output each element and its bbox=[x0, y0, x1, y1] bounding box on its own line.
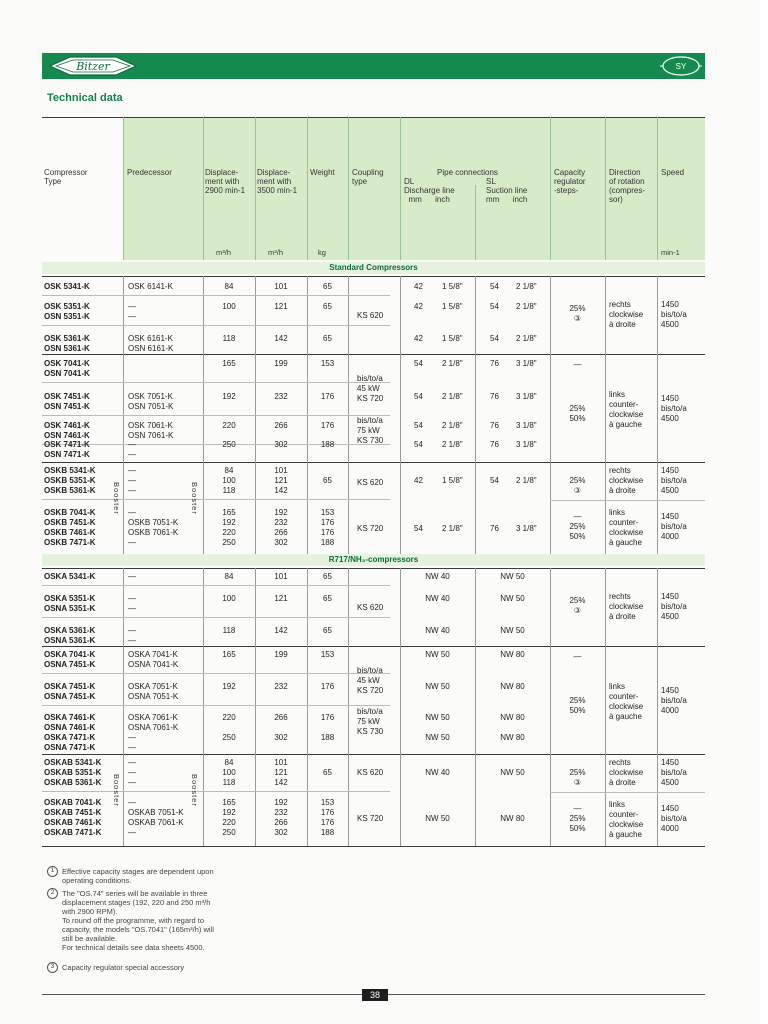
band-standard bbox=[42, 262, 705, 274]
predecessor: OSKA 7051-K OSNA 7051-K bbox=[128, 682, 179, 701]
weight: 65 bbox=[323, 282, 332, 291]
coupling-type: KS 620 bbox=[357, 768, 384, 777]
suction-mm: 54 bbox=[490, 302, 499, 311]
discharge-mm: 54 bbox=[414, 392, 423, 401]
row-separator bbox=[42, 499, 390, 500]
header-banner bbox=[42, 53, 705, 79]
section-title: Technical data bbox=[47, 92, 123, 104]
unit-weight: kg bbox=[318, 248, 326, 257]
compressor-type: OSKAB 5341-K OSKAB 5351-K OSKAB 5361-K bbox=[44, 758, 102, 787]
coupling-type: KS 720 bbox=[357, 814, 384, 823]
weight: 153 bbox=[320, 359, 335, 368]
suction-nw: NW 50 bbox=[500, 594, 525, 603]
column-divider bbox=[475, 276, 476, 354]
weight: 65 bbox=[323, 302, 332, 311]
predecessor: — — — bbox=[128, 466, 136, 495]
footnote-symbol: 2 bbox=[47, 888, 58, 899]
predecessor: OSKA 7061-K OSNA 7061-K — — bbox=[128, 713, 179, 752]
discharge-nw: NW 40 bbox=[425, 572, 450, 581]
rotation-direction: links counter- clockwise à gauche bbox=[609, 508, 644, 547]
displacement-3500: 101 bbox=[274, 282, 288, 291]
capacity-steps: 25% ③ bbox=[569, 304, 586, 323]
coupling-type: bis/to/a 45 kW KS 720 bbox=[357, 374, 384, 403]
capacity-steps: 25% 50% bbox=[569, 404, 586, 423]
speed: 1450 bis/to/a 4000 bbox=[661, 686, 687, 715]
discharge-nw: NW 50 bbox=[425, 814, 450, 823]
row-separator bbox=[550, 792, 705, 793]
header-predecessor: Predecessor bbox=[127, 168, 172, 177]
column-divider bbox=[123, 276, 124, 354]
capacity-steps: 25% 50% bbox=[569, 696, 586, 715]
booster-label: Booster bbox=[112, 774, 121, 807]
capacity-steps: 25% ③ bbox=[569, 768, 586, 787]
header-compressor: Compressor Type bbox=[44, 168, 88, 186]
suction-nw: NW 80 bbox=[500, 814, 525, 823]
header-pipe-connections: Pipe connections bbox=[437, 168, 498, 177]
row-separator bbox=[550, 500, 705, 501]
booster-label: Booster bbox=[112, 482, 121, 515]
coupling-type: bis/to/a 45 kW KS 720 bbox=[357, 666, 384, 695]
coupling-type: KS 620 bbox=[357, 478, 384, 487]
suction-nw: NW 80 bbox=[500, 682, 525, 691]
badge-text: SY bbox=[675, 62, 687, 71]
column-divider bbox=[605, 276, 606, 354]
header-capacity-regulator: Capacity regulator -steps- bbox=[554, 168, 586, 195]
rotation-direction: links counter- clockwise à gauche bbox=[609, 800, 644, 839]
displacement-3500: 199 bbox=[274, 359, 288, 368]
suction-inch: 2 1/8" bbox=[516, 476, 537, 485]
row-separator bbox=[42, 382, 390, 383]
header-divider bbox=[348, 117, 349, 260]
footnote-text: The "OS.74" series will be available in three displacement stages (192, 220 and 250 m³/h with 2900 RPM). To round off the programme, with regard to capacity, the models "OS.7041" (165m³/h) will still be available. For technical details see data sheets 4500. bbox=[62, 889, 214, 952]
predecessor: — — — bbox=[128, 758, 136, 787]
rotation-direction: links counter- clockwise à gauche bbox=[609, 682, 644, 721]
suction-inch: 3 1/8" bbox=[516, 524, 537, 533]
discharge-nw: NW 50 NW 50 bbox=[425, 713, 450, 742]
compressor-type: OSKA 7041-K OSNA 7451-K bbox=[44, 650, 96, 669]
predecessor: — — bbox=[128, 302, 136, 321]
discharge-nw: NW 40 bbox=[425, 768, 450, 777]
weight: 65 bbox=[323, 594, 332, 603]
speed: 1450 bis/to/a 4500 bbox=[661, 300, 687, 329]
column-divider bbox=[657, 354, 658, 462]
header-divider bbox=[400, 117, 401, 260]
column-divider bbox=[348, 354, 349, 462]
row-separator bbox=[42, 705, 390, 706]
discharge-inch: 1 5/8" bbox=[442, 334, 463, 343]
footnote-symbol: 3 bbox=[47, 962, 58, 973]
header-divider bbox=[605, 117, 606, 260]
predecessor: OSK 6161-K OSN 6161-K bbox=[128, 334, 174, 353]
displacement-3500: 302 bbox=[274, 440, 288, 449]
discharge-inch: 1 5/8" bbox=[442, 302, 463, 311]
compressor-type: OSK 5361-K OSN 5361-K bbox=[44, 334, 90, 353]
speed: 1450 bis/to/a 4500 bbox=[661, 466, 687, 495]
displacement-3500: 121 bbox=[274, 302, 288, 311]
weight: 176 188 bbox=[320, 713, 335, 742]
compressor-type: OSKAB 7041-K OSKAB 7451-K OSKAB 7461-K OSKAB 7471-K bbox=[44, 798, 102, 837]
rotation-direction: rechts clockwise à droite bbox=[609, 300, 644, 329]
unit-displacement-3500: m³/h bbox=[268, 248, 283, 257]
discharge-mm: 54 bbox=[414, 440, 423, 449]
displacement-2900: 118 bbox=[222, 626, 236, 635]
column-divider bbox=[123, 462, 124, 554]
displacement-3500: 192 232 266 302 bbox=[274, 508, 288, 547]
predecessor: — — bbox=[128, 594, 136, 613]
column-divider bbox=[123, 646, 124, 754]
unit-displacement-2900: m³/h bbox=[216, 248, 231, 257]
table-bottom-rule bbox=[42, 846, 705, 847]
suction-nw: NW 50 bbox=[500, 768, 525, 777]
displacement-3500: 101 121 142 bbox=[274, 758, 288, 787]
discharge-inch: 1 5/8" bbox=[442, 476, 463, 485]
column-divider bbox=[123, 568, 124, 646]
speed: 1450 bis/to/a 4000 bbox=[661, 512, 687, 541]
column-divider bbox=[475, 462, 476, 554]
displacement-2900: 165 192 220 250 bbox=[222, 508, 236, 547]
header-weight: Weight bbox=[310, 168, 335, 177]
capacity-steps: — bbox=[573, 360, 582, 369]
weight: 65 bbox=[323, 626, 332, 635]
weight: 65 bbox=[323, 476, 332, 485]
suction-mm: 76 bbox=[490, 359, 499, 368]
column-divider bbox=[400, 276, 401, 354]
column-divider bbox=[657, 276, 658, 354]
displacement-2900: 220 250 bbox=[222, 713, 236, 742]
weight: 153 176 176 188 bbox=[320, 798, 335, 837]
header-divider bbox=[123, 117, 124, 260]
compressor-type: OSKB 7041-K OSKB 7451-K OSKB 7461-K OSKB 7471-K bbox=[44, 508, 96, 547]
discharge-inch: 2 1/8" bbox=[442, 359, 463, 368]
discharge-mm: 42 bbox=[414, 282, 423, 291]
displacement-2900: 192 bbox=[222, 392, 236, 401]
displacement-2900: 220 bbox=[222, 421, 236, 430]
discharge-mm: 54 bbox=[414, 524, 423, 533]
discharge-nw: NW 40 bbox=[425, 626, 450, 635]
displacement-2900: 100 bbox=[222, 302, 236, 311]
suction-mm: 54 bbox=[490, 476, 499, 485]
unit-speed: min-1 bbox=[661, 248, 680, 257]
coupling-type: bis/to/a 75 kW KS 730 bbox=[357, 707, 384, 736]
displacement-3500: 101 121 142 bbox=[274, 466, 288, 495]
predecessor: OSKA 7041-K OSNA 7041-K bbox=[128, 650, 179, 669]
suction-mm: 76 bbox=[490, 440, 499, 449]
displacement-2900: 192 bbox=[222, 682, 236, 691]
compressor-type: OSK 5351-K OSN 5351-K bbox=[44, 302, 90, 321]
weight: 176 bbox=[320, 392, 335, 401]
column-divider bbox=[348, 646, 349, 754]
header-divider bbox=[657, 117, 658, 260]
displacement-3500: 121 bbox=[274, 594, 288, 603]
column-divider bbox=[657, 568, 658, 646]
column-divider bbox=[348, 754, 349, 846]
coupling-type: KS 720 bbox=[357, 524, 384, 533]
weight: 65 bbox=[323, 768, 332, 777]
column-divider bbox=[348, 568, 349, 646]
suction-inch: 2 1/8" bbox=[516, 282, 537, 291]
column-divider bbox=[400, 354, 401, 462]
column-divider bbox=[605, 354, 606, 462]
row-separator bbox=[42, 295, 390, 296]
column-divider bbox=[123, 354, 124, 462]
column-divider bbox=[657, 754, 658, 846]
rotation-direction: rechts clockwise à droite bbox=[609, 758, 644, 787]
row-separator bbox=[42, 791, 390, 792]
column-divider bbox=[605, 646, 606, 754]
weight: 65 bbox=[323, 334, 332, 343]
capacity-steps: — 25% 50% bbox=[569, 804, 586, 833]
discharge-nw: NW 50 bbox=[425, 650, 450, 659]
discharge-mm: 42 bbox=[414, 476, 423, 485]
discharge-nw: NW 40 bbox=[425, 594, 450, 603]
band-r717-label: R717/NH₃-compressors bbox=[328, 555, 419, 564]
suction-nw: NW 80 NW 80 bbox=[500, 713, 525, 742]
discharge-mm: 42 bbox=[414, 334, 423, 343]
compressor-type: OSK 7461-K OSN 7461-K bbox=[44, 421, 90, 440]
compressor-type: OSK 7471-K OSN 7471-K bbox=[44, 440, 90, 459]
bitzer-logo bbox=[48, 55, 138, 77]
weight: 176 bbox=[320, 682, 335, 691]
capacity-steps: 25% ③ bbox=[569, 476, 586, 495]
column-divider bbox=[657, 646, 658, 754]
header-displacement-2900: Displace- ment with 2900 min-1 bbox=[205, 168, 246, 195]
displacement-2900: 165 bbox=[222, 359, 236, 368]
rotation-direction: rechts clockwise à droite bbox=[609, 592, 644, 621]
displacement-2900: 250 bbox=[222, 440, 236, 449]
suction-inch: 2 1/8" bbox=[516, 334, 537, 343]
header-speed: Speed bbox=[661, 168, 685, 177]
sy-badge bbox=[660, 55, 702, 77]
column-divider bbox=[605, 754, 606, 846]
displacement-3500: 192 232 266 302 bbox=[274, 798, 288, 837]
header-direction: Direction of rotation (compres- sor) bbox=[609, 168, 646, 204]
band-r717 bbox=[42, 554, 705, 566]
displacement-3500: 199 bbox=[274, 650, 288, 659]
capacity-steps: — bbox=[573, 652, 582, 661]
column-divider bbox=[475, 354, 476, 462]
displacement-2900: 100 bbox=[222, 594, 236, 603]
suction-inch: 3 1/8" bbox=[516, 440, 537, 449]
coupling-type: bis/to/a 75 kW KS 730 bbox=[357, 416, 384, 445]
compressor-type: OSKA 7461-K OSNA 7461-K OSKA 7471-K OSNA 7471-K bbox=[44, 713, 96, 752]
header-displacement-3500: Displace- ment with 3500 min-1 bbox=[257, 168, 298, 195]
displacement-3500: 232 bbox=[274, 392, 288, 401]
suction-inch: 3 1/8" bbox=[516, 421, 537, 430]
capacity-steps: 25% ③ bbox=[569, 596, 586, 615]
compressor-type: OSKA 5341-K bbox=[44, 572, 96, 581]
column-divider bbox=[400, 462, 401, 554]
column-divider bbox=[605, 568, 606, 646]
logo-text: Bitzer bbox=[76, 60, 110, 73]
displacement-3500: 142 bbox=[274, 334, 288, 343]
booster-label: Booster bbox=[190, 774, 199, 807]
row-separator bbox=[42, 415, 390, 416]
speed: 1450 bis/to/a 4500 bbox=[661, 592, 687, 621]
footnote-text: Effective capacity stages are dependent upon operating conditions. bbox=[62, 867, 214, 885]
row-separator bbox=[42, 585, 390, 586]
predecessor: — — bbox=[128, 626, 136, 645]
row-separator bbox=[42, 325, 390, 326]
row-separator bbox=[42, 673, 390, 674]
speed: 1450 bis/to/a 4500 bbox=[661, 758, 687, 787]
header-divider bbox=[307, 117, 308, 260]
weight: 176 bbox=[320, 421, 335, 430]
footnote-text: Capacity regulator special accessory bbox=[62, 963, 185, 972]
displacement-2900: 84 100 118 bbox=[222, 758, 236, 787]
predecessor: OSK 7061-K OSN 7061-K bbox=[128, 421, 174, 440]
coupling-type: KS 620 bbox=[357, 603, 384, 612]
displacement-2900: 165 192 220 250 bbox=[222, 798, 236, 837]
header-coupling: Coupling type bbox=[352, 168, 384, 186]
coupling-type: KS 620 bbox=[357, 311, 384, 320]
footnote-symbol: 1 bbox=[47, 866, 58, 877]
suction-mm: 76 bbox=[490, 392, 499, 401]
predecessor: OSK 6141-K bbox=[128, 282, 173, 291]
compressor-type: OSKA 7451-K OSNA 7451-K bbox=[44, 682, 96, 701]
suction-nw: NW 50 bbox=[500, 572, 525, 581]
suction-mm: 76 bbox=[490, 524, 499, 533]
header-divider bbox=[550, 117, 551, 260]
suction-mm: 54 bbox=[490, 334, 499, 343]
displacement-2900: 118 bbox=[222, 334, 236, 343]
header-discharge-line: DL Discharge line mm inch bbox=[404, 177, 455, 204]
weight: 65 bbox=[323, 572, 332, 581]
predecessor: — OSKB 7051-K OSKB 7061-K — bbox=[128, 508, 179, 547]
predecessor: — OSKAB 7051-K OSKAB 7061-K — bbox=[128, 798, 184, 837]
weight: 153 bbox=[320, 650, 335, 659]
predecessor: OSK 7051-K OSN 7051-K bbox=[128, 392, 174, 411]
header-suction-line: SL Suction line mm inch bbox=[486, 177, 528, 204]
displacement-3500: 266 bbox=[274, 421, 288, 430]
suction-mm: 54 bbox=[490, 282, 499, 291]
discharge-inch: 2 1/8" bbox=[442, 524, 463, 533]
predecessor: — — bbox=[128, 440, 136, 459]
column-divider bbox=[348, 462, 349, 554]
discharge-inch: 2 1/8" bbox=[442, 392, 463, 401]
weight: 153 176 176 188 bbox=[320, 508, 335, 547]
booster-label: Booster bbox=[190, 482, 199, 515]
compressor-type: OSK 5341-K bbox=[44, 282, 90, 291]
band-standard-label: Standard Compressors bbox=[329, 263, 418, 272]
displacement-3500: 101 bbox=[274, 572, 288, 581]
speed: 1450 bis/to/a 4000 bbox=[661, 804, 687, 833]
discharge-inch: 1 5/8" bbox=[442, 282, 463, 291]
compressor-type: OSKB 5341-K OSKB 5351-K OSKB 5361-K bbox=[44, 466, 96, 495]
column-divider bbox=[657, 462, 658, 554]
displacement-2900: 84 100 118 bbox=[222, 466, 236, 495]
predecessor: — bbox=[128, 572, 136, 581]
suction-inch: 3 1/8" bbox=[516, 359, 537, 368]
suction-nw: NW 80 bbox=[500, 650, 525, 659]
compressor-type: OSK 7041-K OSN 7041-K bbox=[44, 359, 90, 378]
discharge-mm: 54 bbox=[414, 421, 423, 430]
suction-mm: 76 bbox=[490, 421, 499, 430]
discharge-nw: NW 50 bbox=[425, 682, 450, 691]
discharge-inch: 2 1/8" bbox=[442, 440, 463, 449]
row-separator bbox=[42, 617, 390, 618]
compressor-type: OSKA 5361-K OSNA 5361-K bbox=[44, 626, 96, 645]
discharge-inch: 2 1/8" bbox=[442, 421, 463, 430]
discharge-mm: 54 bbox=[414, 359, 423, 368]
compressor-type: OSK 7451-K OSN 7451-K bbox=[44, 392, 90, 411]
header-divider bbox=[255, 117, 256, 260]
compressor-type: OSKA 5351-K OSNA 5351-K bbox=[44, 594, 96, 613]
suction-nw: NW 50 bbox=[500, 626, 525, 635]
column-divider bbox=[348, 276, 349, 354]
speed: 1450 bis/to/a 4500 bbox=[661, 394, 687, 423]
capacity-steps: — 25% 50% bbox=[569, 512, 586, 541]
header-divider bbox=[203, 117, 204, 260]
discharge-mm: 42 bbox=[414, 302, 423, 311]
displacement-2900: 84 bbox=[224, 572, 234, 581]
column-divider bbox=[123, 754, 124, 846]
displacement-3500: 266 302 bbox=[274, 713, 288, 742]
rotation-direction: rechts clockwise à droite bbox=[609, 466, 644, 495]
suction-inch: 3 1/8" bbox=[516, 392, 537, 401]
column-divider bbox=[605, 462, 606, 554]
displacement-3500: 232 bbox=[274, 682, 288, 691]
header-divider bbox=[475, 185, 476, 260]
displacement-2900: 165 bbox=[222, 650, 236, 659]
weight: 188 bbox=[320, 440, 335, 449]
displacement-2900: 84 bbox=[224, 282, 234, 291]
rotation-direction: links counter- clockwise à gauche bbox=[609, 390, 644, 429]
page-number: 38 bbox=[362, 989, 388, 1001]
displacement-3500: 142 bbox=[274, 626, 288, 635]
suction-inch: 2 1/8" bbox=[516, 302, 537, 311]
